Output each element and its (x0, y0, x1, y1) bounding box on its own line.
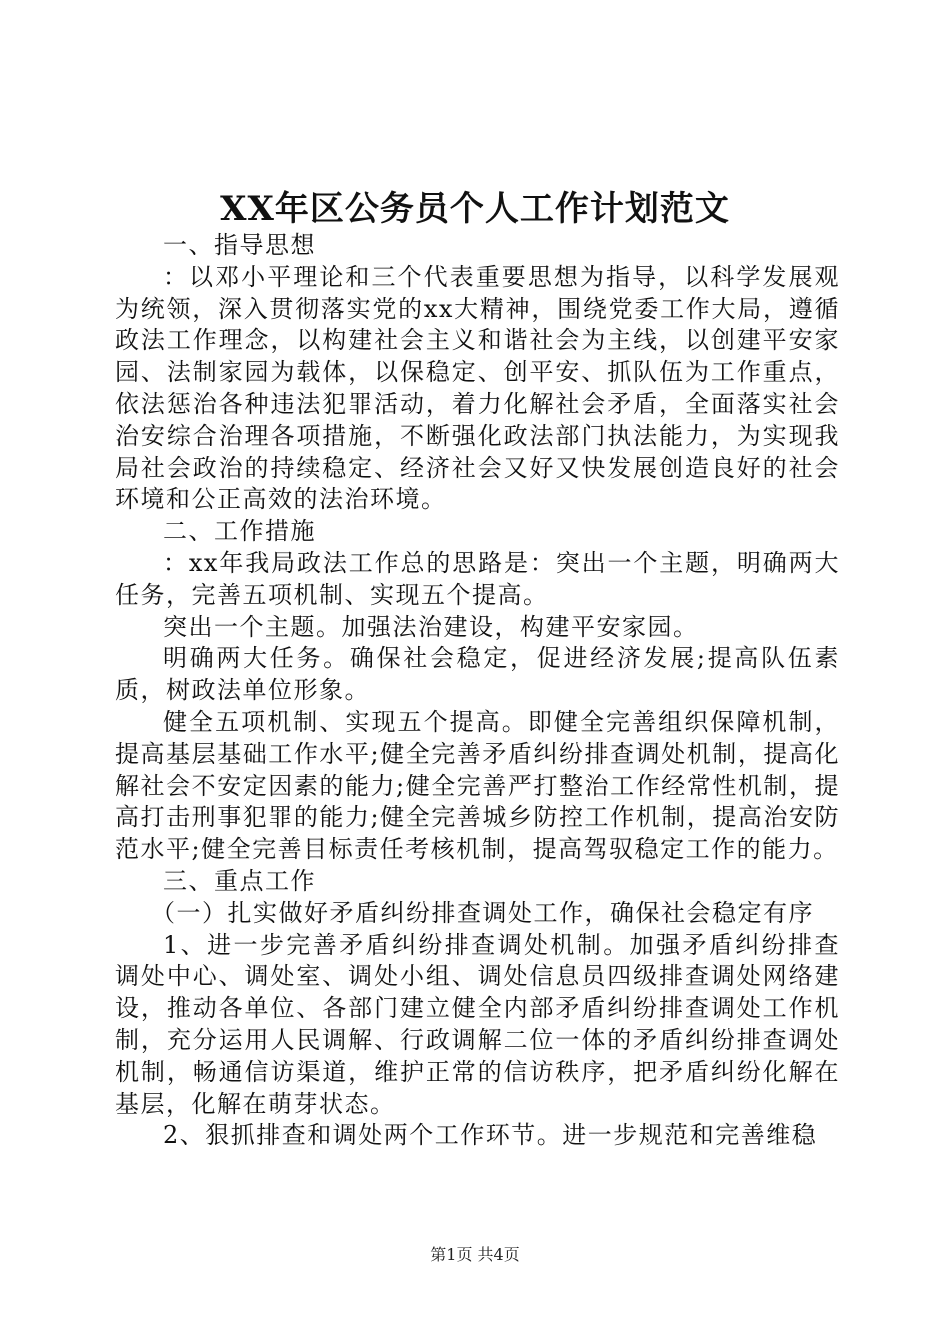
section-heading-work-measures: 二、工作措施 (163, 517, 316, 546)
page-footer: 第1页 共4页 (430, 1245, 520, 1264)
paragraph-guiding-ideology: ：以邓小平理论和三个代表重要思想为指导，以科学发展观为统领，深入贯彻落实党的xx大精神，围绕党委工作大局，遵循政法工作理念，以构建社会主义和谐社会为主线，以创建平安家园、法制家园为载体，以保稳定、创平安、抓队伍为工作重点，依法惩治各种违法犯罪活动，着力化解社会矛盾，全面落实社会治安综合治理各项措施，不断强化政法部门执法能力，为实现我局社会政治的持续稳定、经济社会又好又快发展创造良好的社会环境和公正高效的法治环境。 (115, 262, 840, 514)
paragraph-two-tasks: 明确两大任务。确保社会稳定，促进经济发展;提高队伍素质，树政法单位形象。 (115, 644, 840, 705)
paragraph-work-approach: ：xx年我局政法工作总的思路是：突出一个主题，明确两大任务，完善五项机制、实现五个提高。 (115, 548, 840, 609)
paragraph-five-mechanisms: 健全五项机制、实现五个提高。即健全完善组织保障机制，提高基层基础工作水平;健全完善矛盾纠纷排查调处机制，提高化解社会不安定因素的能力;健全完善严打整治工作经常性机制，提高打击刑事犯罪的能力;健全完善城乡防控工作机制，提高治安防范水平;健全完善目标责任考核机制，提高驾驭稳定工作的能力。 (115, 707, 840, 864)
section-heading-key-work: 三、重点工作 (163, 866, 316, 895)
paragraph-one-theme: 突出一个主题。加强法治建设，构建平安家园。 (163, 612, 699, 641)
document-body (115, 230, 840, 1152)
paragraph-item-1: 1、进一步完善矛盾纠纷排查调处机制。加强矛盾纠纷排查调处中心、调处室、调处小组、调处信息员四级排查调处网络建设，推动各单位、各部门建立健全内部矛盾纠纷排查调处工作机制，充分运用人民调解、行政调解二位一体的矛盾纠纷排查调处机制，畅通信访渠道，维护正常的信访秩序，把矛盾纠纷化解在基层，化解在萌芽状态。 (115, 930, 840, 1118)
subsection-heading-dispute-resolution: （一）扎实做好矛盾纠纷排查调处工作，确保社会稳定有序 (151, 898, 814, 927)
document-title: XX年区公务员个人工作计划范文 (220, 189, 730, 229)
paragraph-item-2: 2、狠抓排查和调处两个工作环节。进一步规范和完善维稳 (163, 1121, 818, 1150)
section-heading-guiding-ideology: 一、指导思想 (163, 231, 316, 259)
